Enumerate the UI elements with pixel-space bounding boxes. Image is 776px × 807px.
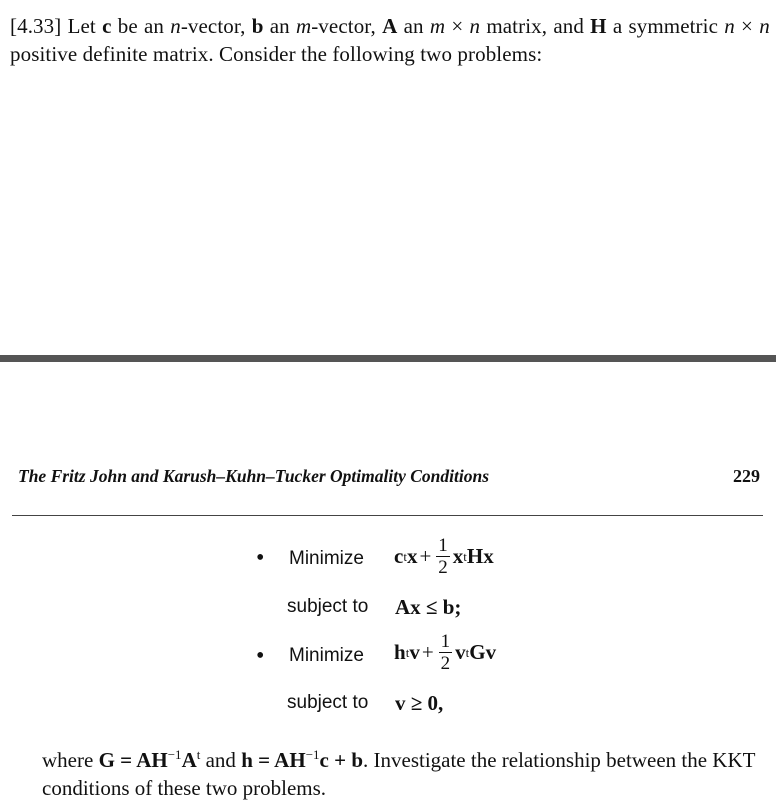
running-header-title: The Fritz John and Karush–Kuhn–Tucker Optimality Conditions <box>18 466 490 486</box>
problem-number: [4.33] <box>10 14 62 38</box>
one-half-fraction: $\frac{1}{2}$ <box>438 535 448 578</box>
minimize-label-2: Minimize <box>289 645 364 666</box>
constraint-1: Ax ≤ b; <box>395 595 462 619</box>
page-number: 229 <box>733 466 760 486</box>
minimize-label-1: Minimize <box>289 548 364 569</box>
subject-to-label-1: subject to <box>287 596 369 617</box>
page-divider <box>0 355 776 362</box>
header-rule <box>12 515 763 516</box>
problem-1-objective <box>256 546 264 570</box>
subject-to-label-2: subject to <box>287 692 369 713</box>
one-half-fraction: $\frac{1}{2}$ <box>440 631 451 674</box>
problem-2-objective <box>256 644 264 668</box>
conclusion-paragraph: where $G = AH^{-1}A^t$ and $h = AH^{-1}c + b$. Investigate the relationship between the KKT conditions of these two problems. <box>42 747 756 800</box>
bullet-icon: • <box>256 643 265 669</box>
objective-1: c t x + $\frac{1}{2}$ x t Hx <box>394 535 494 578</box>
objective-2: h t v + $\frac{1}{2}$ v t Gv <box>394 631 497 674</box>
constraint-2: v ≥ 0, <box>395 691 444 715</box>
problem-statement: [4.33] Let c be an n-vector, b an m-vector, A an m × n matrix, and H a symmetric n × n positive definite matrix. Consider the following two problems: <box>10 14 770 66</box>
bullet-icon: • <box>256 545 265 571</box>
